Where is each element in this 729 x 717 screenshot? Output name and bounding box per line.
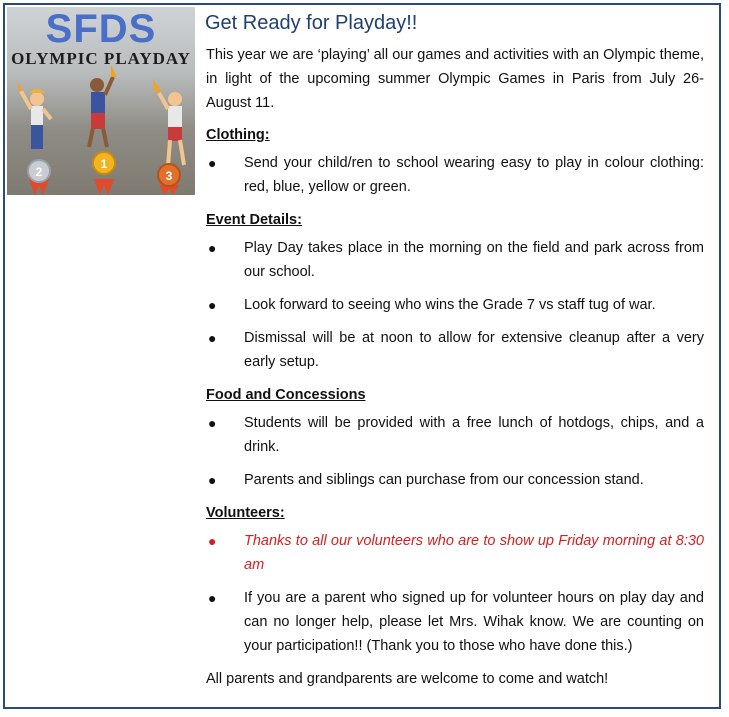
sfds-logo-text: SFDS	[45, 7, 157, 51]
newsletter-body	[206, 43, 704, 706]
section-heading-volunteers: Volunteers:	[206, 505, 285, 521]
list-item	[206, 468, 704, 492]
medal-1-number: 1	[100, 157, 108, 171]
bullet-icon: ●	[208, 472, 217, 488]
list-item	[206, 326, 704, 374]
list-item-text: If you are a parent who signed up for volunteer hours on play day and can no longer help, please let Mrs. Wihak know. We are counting on your participation!! (Thank you to those who have done this.)	[244, 590, 704, 654]
list-item-text: Send your child/ren to school wearing easy to play in colour clothing: red, blue, yellow or green.	[244, 155, 704, 195]
list-item-text: Parents and siblings can purchase from our concession stand.	[244, 472, 644, 488]
bullet-icon: ●	[208, 590, 217, 606]
section-clothing	[206, 123, 704, 199]
section-event-details	[206, 208, 704, 374]
bullet-icon: ●	[208, 240, 217, 256]
list-item	[206, 411, 704, 459]
list-item	[206, 586, 704, 658]
list-item	[206, 151, 704, 199]
section-heading-food: Food and Concessions	[206, 387, 366, 403]
bullet-icon: ●	[208, 155, 217, 171]
bullet-icon: ●	[208, 533, 217, 549]
section-heading-clothing: Clothing:	[206, 127, 270, 143]
bullet-icon: ●	[208, 415, 217, 431]
list-item-highlight	[206, 529, 704, 577]
section-food-concessions	[206, 383, 704, 492]
bullet-icon: ●	[208, 330, 217, 346]
medal-3-number: 3	[165, 169, 173, 183]
closing-line: All parents and grandparents are welcome to come and watch!	[206, 671, 609, 687]
section-heading-event-details: Event Details:	[206, 212, 302, 228]
list-item	[206, 236, 704, 284]
list-item-text: Thanks to all our volunteers who are to show up Friday morning at 8:30 am	[244, 533, 704, 573]
list-item	[206, 293, 704, 317]
olympic-playday-subtitle: OLYMPIC PLAYDAY	[11, 49, 191, 68]
list-item-text: Play Day takes place in the morning on the field and park across from our school.	[244, 240, 704, 280]
intro-paragraph: This year we are ‘playing’ all our games and activities with an Olympic theme, in light of the upcoming summer Olympic Games in Paris from July 26-August 11.	[206, 47, 704, 111]
medal-2-number: 2	[35, 165, 43, 179]
list-item-text: Students will be provided with a free lunch of hotdogs, chips, and a drink.	[244, 415, 704, 455]
olympic-playday-image	[7, 7, 195, 195]
list-item-text: Dismissal will be at noon to allow for extensive cleanup after a very early setup.	[244, 330, 704, 370]
section-volunteers	[206, 501, 704, 658]
list-item-text: Look forward to seeing who wins the Grade 7 vs staff tug of war.	[244, 297, 656, 313]
page-title: Get Ready for Playday!!	[205, 12, 418, 34]
bullet-icon: ●	[208, 297, 217, 313]
